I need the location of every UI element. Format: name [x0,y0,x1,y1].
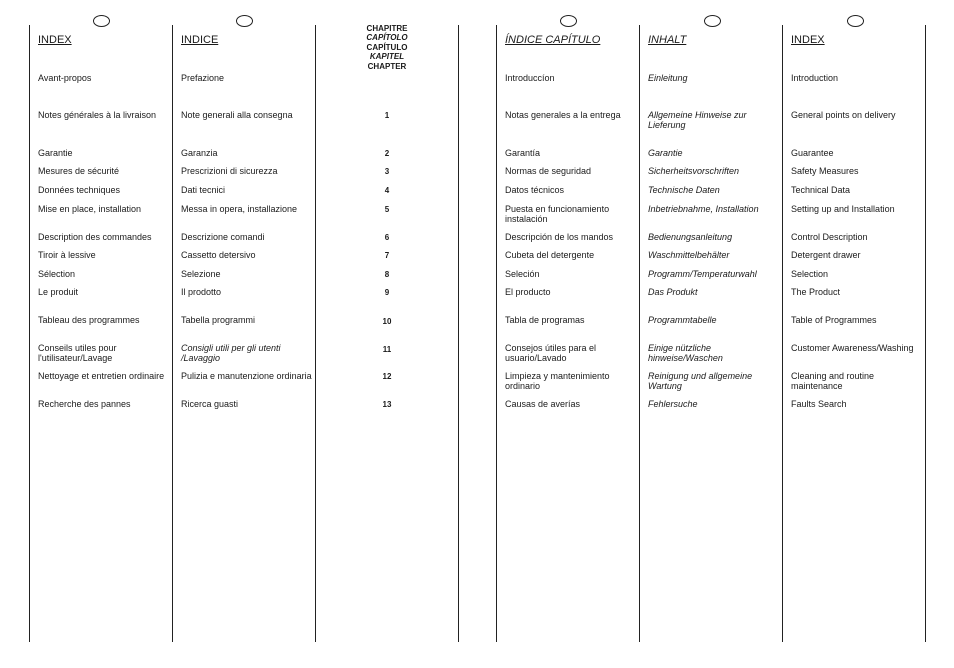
column-header: INDEX [38,34,72,46]
index-entry: Tableau des programmes [38,315,140,325]
index-entry: Tiroir à lessive [38,250,96,260]
index-entry: Descrizione comandi [181,232,265,242]
index-entry: Conseils utiles pour l'utilisateur/Lavage [38,343,117,363]
index-entry: Limpieza y mantenimiento ordinario [505,371,610,391]
index-entry: Detergent drawer [791,250,861,260]
index-entry: Technische Daten [648,185,720,195]
index-entry: Introduccíon [505,73,555,83]
language-marker-icon [847,15,864,27]
index-entry: Causas de averías [505,399,581,409]
chapter-number: 8 [384,270,390,279]
index-entry: Setting up and Installation [791,204,895,214]
index-entry: Garantie [648,148,683,158]
index-entry: Datos técnicos [505,185,565,195]
index-entry: Einige nützliche hinweise/Waschen [648,343,723,363]
index-entry: Allgemeine Hinweise zur Lieferung [648,110,747,130]
chapter-number: 3 [384,167,390,176]
column-rule [172,25,173,642]
column-header: INDICE [181,34,219,46]
index-entry: Descripción de los mandos [505,232,614,242]
index-entry: Puesta en funcionamiento instalación [505,204,610,224]
index-entry: Faults Search [791,399,847,409]
chapter-heading-fr: CHAPITRE [366,24,408,33]
language-marker-icon [236,15,253,27]
index-entry: General points on delivery [791,110,896,120]
index-entry: Nettoyage et entretien ordinaire [38,371,165,381]
column-rule [639,25,640,642]
column-rule [925,25,926,642]
index-entry: Mise en place, installation [38,204,142,214]
index-entry: Technical Data [791,185,851,195]
language-marker-icon [704,15,721,27]
index-entry: Notas generales a la entrega [505,110,621,120]
index-entry: Avant-propos [38,73,92,83]
chapter-number: 12 [382,372,392,381]
index-entry: Messa in opera, installazione [181,204,298,214]
chapter-number: 11 [382,345,392,354]
chapter-number: 2 [384,149,390,158]
chapter-number: 6 [384,233,390,242]
index-entry: Selezione [181,269,221,279]
column-rule [782,25,783,642]
column-rule [458,25,459,642]
chapter-number: 4 [384,186,390,195]
index-entry: Programmtabelle [648,315,717,325]
column-header: INDEX [791,34,825,46]
index-entry: Programm/Temperaturwahl [648,269,757,279]
index-entry: Reinigung und allgemeine Wartung [648,371,753,391]
index-entry: Garantie [38,148,73,158]
index-entry: Description des commandes [38,232,152,242]
index-entry: Tabella programmi [181,315,256,325]
index-entry: Mesures de sécurité [38,166,120,176]
index-entry: Seleción [505,269,540,279]
column-rule [29,25,30,642]
index-entry: Introduction [791,73,839,83]
chapter-number: 9 [384,288,390,297]
column-header: ÍNDICE CAPÍTULO [505,34,601,46]
chapter-number: 7 [384,251,390,260]
index-entry: Consigli utili per gli utenti /Lavaggio [181,343,281,363]
index-entry: Guarantee [791,148,834,158]
index-entry: Table of Programmes [791,315,877,325]
chapter-heading-de: KAPITEL [369,52,405,62]
chapter-heading [317,24,457,71]
index-entry: Cassetto detersivo [181,250,256,260]
index-entry: Note generali alla consegna [181,110,293,120]
index-entry: Waschmittelbehälter [648,250,730,260]
index-entry: Cleaning and routine maintenance [791,371,875,391]
index-entry: Customer Awareness/Washing [791,343,914,353]
index-entry: Normas de seguridad [505,166,592,176]
index-entry: Prescrizioni di sicurezza [181,166,278,176]
index-entry: Bedienungsanleitung [648,232,733,242]
column-rule [315,25,316,642]
column-rule [496,25,497,642]
index-entry: Safety Measures [791,166,859,176]
index-entry: Le produit [38,287,79,297]
column-header: INHALT [648,34,687,46]
index-entry: Il prodotto [181,287,222,297]
index-entry: Garantía [505,148,541,158]
index-entry: Dati tecnici [181,185,226,195]
index-entry: Sicherheitsvorschriften [648,166,740,176]
chapter-number: 1 [384,111,390,120]
language-marker-icon [560,15,577,27]
index-entry: Consejos útiles para el usuario/Lavado [505,343,597,363]
chapter-heading-it: CAPÍTOLO [366,33,408,43]
index-entry: Garanzia [181,148,218,158]
index-entry: Control Description [791,232,868,242]
chapter-heading-en: CHAPTER [367,61,407,71]
index-entry: Pulizia e manutenzione ordinaria [181,371,312,381]
index-entry: Cubeta del detergente [505,250,595,260]
index-entry: El producto [505,287,551,297]
index-entry: Selection [791,269,829,279]
index-entry: Fehlersuche [648,399,698,409]
index-entry: Tabla de programas [505,315,585,325]
index-entry: Données techniques [38,185,121,195]
index-entry: The Product [791,287,841,297]
chapter-heading-es: CAPÍTULO [366,42,408,52]
language-marker-icon [93,15,110,27]
index-entry: Recherche des pannes [38,399,131,409]
index-entry: Prefazione [181,73,225,83]
chapter-number: 13 [382,400,392,409]
index-entry: Sélection [38,269,76,279]
index-entry: Einleitung [648,73,688,83]
index-entry: Ricerca guasti [181,399,239,409]
index-entry: Notes générales à la livraison [38,110,157,120]
chapter-number: 5 [384,205,390,214]
chapter-number: 10 [382,317,392,326]
index-entry: Inbetriebnahme, Installation [648,204,759,214]
index-entry: Das Produkt [648,287,698,297]
